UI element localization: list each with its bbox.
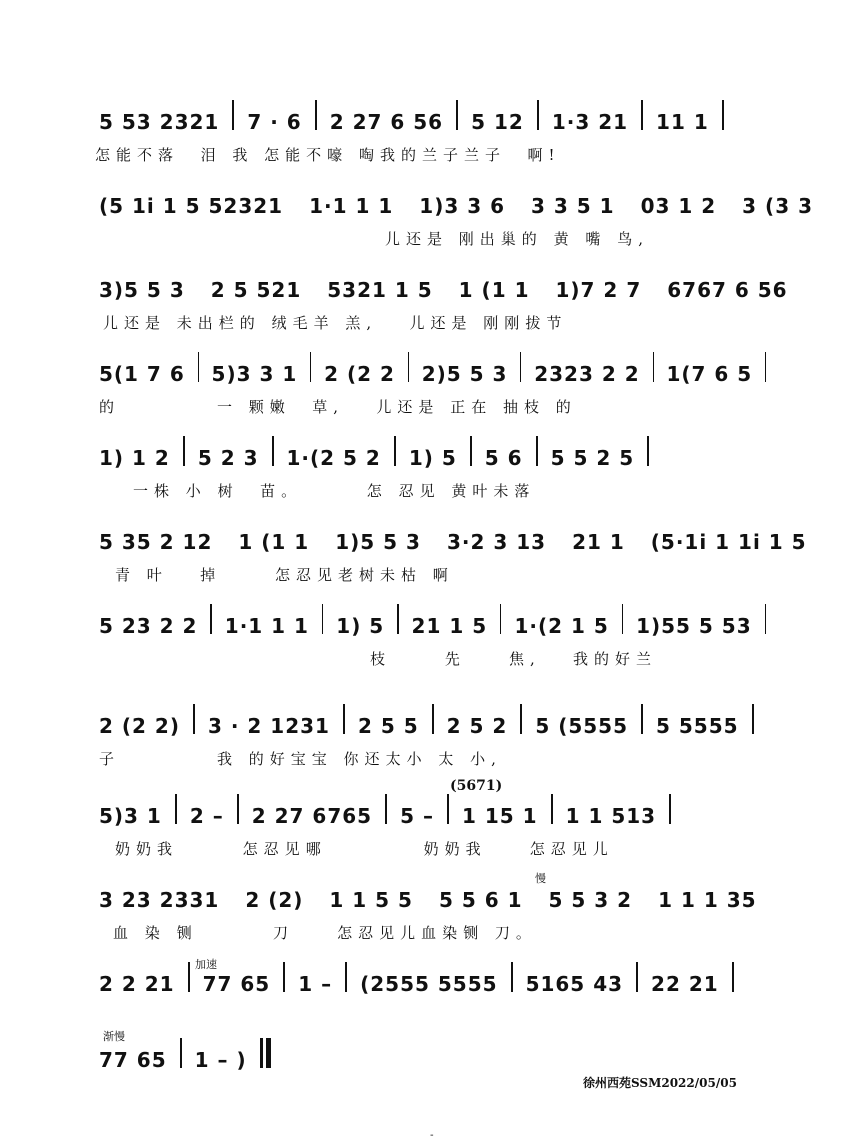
system-1 bbox=[95, 96, 775, 174]
barline bbox=[765, 604, 766, 634]
measure: 2323 2 2 bbox=[534, 362, 640, 386]
tempo-jianman: 渐慢 bbox=[103, 1030, 125, 1043]
measure: 3·2 3 13 bbox=[446, 530, 547, 554]
barline bbox=[188, 962, 190, 992]
notes-line bbox=[95, 600, 775, 638]
measure: 3 3 5 1 bbox=[531, 194, 615, 218]
measure: 1(7 6 5 bbox=[666, 362, 753, 386]
barline bbox=[322, 604, 323, 634]
barline bbox=[198, 352, 199, 382]
system-10 bbox=[95, 874, 775, 952]
lyric: 见 bbox=[419, 481, 441, 500]
barline bbox=[647, 436, 649, 466]
system-12 bbox=[95, 1030, 775, 1072]
barline bbox=[511, 962, 513, 992]
measure: 5 5 3 2 bbox=[548, 888, 633, 912]
measure: 5 (5555 bbox=[535, 714, 629, 738]
lyric: 我 bbox=[157, 839, 179, 858]
lyric: 血 bbox=[113, 923, 135, 942]
barline bbox=[456, 100, 458, 130]
lyric: 儿还是 bbox=[385, 229, 449, 248]
measure: 21 1 5 bbox=[411, 614, 488, 638]
notes-line bbox=[95, 348, 775, 386]
lyric: 刚出巢的 bbox=[458, 229, 543, 248]
lyrics-line bbox=[95, 386, 775, 426]
lyric: 先 bbox=[444, 649, 466, 668]
lyric: 子 bbox=[99, 749, 121, 768]
barline bbox=[732, 962, 734, 992]
lyrics-line bbox=[95, 738, 775, 778]
measure: 1)3 3 6 bbox=[419, 194, 506, 218]
lyric: 铡 bbox=[176, 923, 198, 942]
barline bbox=[470, 436, 472, 466]
barline bbox=[315, 100, 317, 130]
lyrics-line bbox=[95, 470, 775, 510]
measure: 11 1 bbox=[656, 110, 709, 134]
measure: 1 – bbox=[298, 972, 333, 996]
lyric: 我 bbox=[232, 145, 254, 164]
measure: 1)55 5 53 bbox=[636, 614, 752, 638]
notes-line bbox=[95, 264, 788, 302]
measure: 5 5555 bbox=[656, 714, 739, 738]
measure: 22 21 bbox=[651, 972, 719, 996]
measure: 1 1 5 5 bbox=[329, 888, 413, 912]
lyric: 染 bbox=[144, 923, 166, 942]
barline bbox=[622, 604, 623, 634]
system-2 bbox=[95, 180, 813, 258]
barline bbox=[536, 436, 538, 466]
measure: 03 1 2 bbox=[640, 194, 717, 218]
measure: 1)5 5 3 bbox=[335, 530, 421, 554]
lyric: 老树未枯 bbox=[338, 565, 423, 584]
lyric: 啊 bbox=[432, 565, 454, 584]
measure: 21 1 bbox=[572, 530, 625, 554]
lyric: 泪 bbox=[200, 145, 222, 164]
lyric: 嘴 bbox=[585, 229, 607, 248]
lyric: 草, bbox=[312, 397, 345, 416]
lyric: 儿还是 bbox=[376, 397, 440, 416]
measure: 3 23 2331 bbox=[99, 888, 220, 912]
measure: 1·(2 1 5 bbox=[514, 614, 609, 638]
measure: 2 5 521 bbox=[210, 278, 302, 302]
barline bbox=[310, 352, 311, 382]
lyric: 我的好兰 bbox=[573, 649, 658, 668]
barline bbox=[520, 704, 522, 734]
barline bbox=[636, 962, 638, 992]
measure: 77 65 bbox=[202, 972, 271, 996]
lyric: 刀 bbox=[273, 923, 295, 942]
barline bbox=[193, 704, 195, 734]
measure: 5321 1 5 bbox=[327, 278, 433, 302]
barline bbox=[432, 704, 434, 734]
barline bbox=[180, 1038, 182, 1068]
barline bbox=[641, 704, 643, 734]
measure: 1 (1 1 bbox=[238, 530, 310, 554]
measure: 3)5 5 3 bbox=[99, 278, 185, 302]
measure: 1) 5 bbox=[408, 446, 457, 470]
measure: 5)3 3 1 bbox=[211, 362, 298, 386]
measure: 5)3 1 bbox=[99, 804, 162, 828]
barline bbox=[408, 352, 409, 382]
system-6 bbox=[95, 516, 807, 594]
footer-signature: 徐州西苑SSM2022/05/05 bbox=[583, 1076, 737, 1090]
measure: 3 · 2 1231 bbox=[207, 714, 330, 738]
lyrics-line bbox=[95, 828, 775, 868]
lyric: 儿还是 bbox=[103, 313, 167, 332]
system-3 bbox=[95, 264, 788, 342]
lyric: 怎忍 bbox=[242, 839, 285, 858]
barline bbox=[385, 794, 387, 824]
lyric: 的 bbox=[555, 397, 577, 416]
lyric: 儿还是 bbox=[409, 313, 473, 332]
barline bbox=[447, 794, 449, 824]
measure: 5 2 3 bbox=[197, 446, 259, 470]
final-barline-thick bbox=[266, 1038, 271, 1068]
notes-line bbox=[95, 180, 813, 218]
lyric: 的好宝 bbox=[248, 749, 312, 768]
notes-line bbox=[95, 874, 775, 912]
lyric: 啕我的 bbox=[358, 145, 422, 164]
barline bbox=[722, 100, 724, 130]
barline bbox=[537, 100, 539, 130]
lyrics-line bbox=[95, 638, 775, 678]
barline bbox=[397, 604, 398, 634]
lyric: 抽枝 bbox=[503, 397, 546, 416]
measure: 2)5 5 3 bbox=[421, 362, 508, 386]
lyric: 太小 bbox=[385, 749, 428, 768]
lyrics-line bbox=[95, 134, 775, 174]
lyrics-line bbox=[95, 912, 775, 952]
measure: 7 · 6 bbox=[247, 110, 302, 134]
lyric: 树 bbox=[217, 481, 239, 500]
lyric: 绒毛 bbox=[271, 313, 314, 332]
tempo-man: 慢 bbox=[535, 872, 546, 885]
barline bbox=[394, 436, 396, 466]
barline bbox=[551, 794, 553, 824]
system-7 bbox=[95, 600, 775, 678]
measure: 1 15 1 bbox=[461, 804, 538, 828]
barline bbox=[237, 794, 239, 824]
barline bbox=[752, 704, 754, 734]
lyrics-line bbox=[95, 302, 775, 342]
lyric: 刀。 bbox=[494, 923, 537, 942]
tempo-jiasu: 加速 bbox=[195, 958, 217, 971]
lyric: 青 bbox=[115, 565, 137, 584]
lyric: 小 bbox=[185, 481, 207, 500]
lyric: 兰子兰子 bbox=[421, 145, 506, 164]
lyric: 羔, bbox=[345, 313, 378, 332]
measure: 1·1 1 1 bbox=[309, 194, 394, 218]
barline bbox=[283, 962, 285, 992]
lyric: 我 bbox=[216, 749, 238, 768]
measure: 2 2 21 bbox=[99, 972, 175, 996]
barline bbox=[669, 794, 671, 824]
lyric: 在 bbox=[471, 397, 493, 416]
notes-line bbox=[95, 790, 775, 828]
lyric: 忍 bbox=[398, 481, 420, 500]
barline bbox=[500, 604, 501, 634]
lyric: 羊 bbox=[313, 313, 335, 332]
lyric: 的 bbox=[99, 397, 121, 416]
measure: 5 12 bbox=[471, 110, 524, 134]
measure: (5·1i 1 1i 1 5 bbox=[650, 530, 807, 554]
page-mark: - bbox=[430, 1130, 434, 1141]
notes-line bbox=[95, 96, 775, 134]
lyric: 拔节 bbox=[525, 313, 568, 332]
measure: 5 53 2321 bbox=[99, 110, 220, 134]
barline bbox=[653, 352, 654, 382]
lyric: 你还 bbox=[343, 749, 386, 768]
measure: 5 5 2 5 bbox=[550, 446, 635, 470]
measure: 2 27 6 56 bbox=[329, 110, 444, 134]
system-11 bbox=[95, 958, 775, 996]
measure: 2 5 5 bbox=[357, 714, 419, 738]
notes-line bbox=[95, 1034, 775, 1072]
measure: 5 35 2 12 bbox=[99, 530, 213, 554]
measure: 1) 5 bbox=[336, 614, 385, 638]
lyric: 见 bbox=[284, 839, 306, 858]
lyric: 血染铡 bbox=[421, 923, 485, 942]
measure: 1·3 21 bbox=[551, 110, 629, 134]
lyric: 枝 bbox=[370, 649, 392, 668]
barline bbox=[232, 100, 234, 130]
lyric: 怎忍见 bbox=[274, 565, 338, 584]
notes-line bbox=[95, 700, 775, 738]
lyric: 刚刚 bbox=[483, 313, 526, 332]
measure: 1)7 2 7 bbox=[555, 278, 642, 302]
measure: 1 (1 1 bbox=[458, 278, 530, 302]
measure: 3 (3 3 bbox=[742, 194, 813, 218]
measure: 5 23 2 2 bbox=[99, 614, 198, 638]
lyric: 不嚎 bbox=[306, 145, 349, 164]
measure: 2 (2 2 bbox=[324, 362, 395, 386]
system-5 bbox=[95, 432, 775, 510]
lyric: 哪 bbox=[305, 839, 327, 858]
lyric: 一 bbox=[216, 397, 238, 416]
lyric: 我 bbox=[465, 839, 487, 858]
measure: (2555 5555 bbox=[360, 972, 498, 996]
lyric: 啊! bbox=[527, 145, 561, 164]
lyric: 怎忍见儿 bbox=[529, 839, 614, 858]
barline bbox=[272, 436, 274, 466]
barline bbox=[210, 604, 211, 634]
measure: 1 – ) bbox=[194, 1048, 247, 1072]
lyric: 黄 bbox=[553, 229, 575, 248]
lyric: 怎能 bbox=[264, 145, 307, 164]
lyric: 奶 bbox=[136, 839, 158, 858]
measure: 1 1 1 35 bbox=[658, 888, 757, 912]
barline bbox=[641, 100, 643, 130]
measure: 2 (2) bbox=[245, 888, 304, 912]
measure: 1) 1 2 bbox=[99, 446, 170, 470]
notes-line bbox=[95, 516, 807, 554]
lyric: 正 bbox=[450, 397, 472, 416]
bracket-notes: (5671) bbox=[450, 778, 503, 794]
lyric: 宝 bbox=[311, 749, 333, 768]
measure: 5 6 bbox=[484, 446, 523, 470]
lyric: 太 bbox=[438, 749, 460, 768]
barline bbox=[765, 352, 766, 382]
lyric: 小, bbox=[470, 749, 502, 768]
lyrics-line bbox=[95, 554, 775, 594]
lyrics-line bbox=[95, 218, 775, 258]
lyric: 怎能不落 bbox=[95, 145, 180, 164]
measure: 2 5 2 bbox=[446, 714, 508, 738]
measure: 2 (2 2) bbox=[99, 714, 180, 738]
barline bbox=[183, 436, 185, 466]
notes-line bbox=[95, 432, 775, 470]
final-barline-thin bbox=[260, 1038, 263, 1068]
barline bbox=[343, 704, 345, 734]
lyric: 黄叶未落 bbox=[451, 481, 536, 500]
lyric: 怎 bbox=[366, 481, 388, 500]
lyric: 掉 bbox=[200, 565, 222, 584]
notes-line bbox=[95, 958, 775, 996]
measure: 5 – bbox=[400, 804, 434, 828]
lyric: 苗。 bbox=[260, 481, 303, 500]
lyric: 叶 bbox=[146, 565, 168, 584]
lyric: 颗嫩 bbox=[248, 397, 291, 416]
measure: 2 – bbox=[189, 804, 224, 828]
measure: (5 1i 1 5 52321 bbox=[99, 194, 284, 218]
measure: 1·1 1 1 bbox=[224, 614, 309, 638]
measure: 5165 43 bbox=[525, 972, 624, 996]
measure: 1 1 513 bbox=[565, 804, 657, 828]
lyric: 焦, bbox=[508, 649, 541, 668]
lyric: 未出栏的 bbox=[176, 313, 261, 332]
measure: 5 5 6 1 bbox=[438, 888, 523, 912]
lyric: 奶奶 bbox=[423, 839, 466, 858]
barline bbox=[175, 794, 177, 824]
lyric: 一株 bbox=[133, 481, 176, 500]
lyric: 鸟, bbox=[617, 229, 649, 248]
measure: 6767 6 56 bbox=[667, 278, 788, 302]
measure: 77 65 bbox=[99, 1048, 167, 1072]
lyric: 怎忍见儿 bbox=[337, 923, 422, 942]
barline bbox=[345, 962, 347, 992]
barline bbox=[520, 352, 521, 382]
measure: 5(1 7 6 bbox=[99, 362, 185, 386]
measure: 2 27 6765 bbox=[251, 804, 373, 828]
system-4 bbox=[95, 348, 775, 426]
system-8 bbox=[95, 700, 775, 778]
measure: 1·(2 5 2 bbox=[286, 446, 381, 470]
system-9 bbox=[95, 778, 775, 868]
lyric: 奶 bbox=[115, 839, 137, 858]
